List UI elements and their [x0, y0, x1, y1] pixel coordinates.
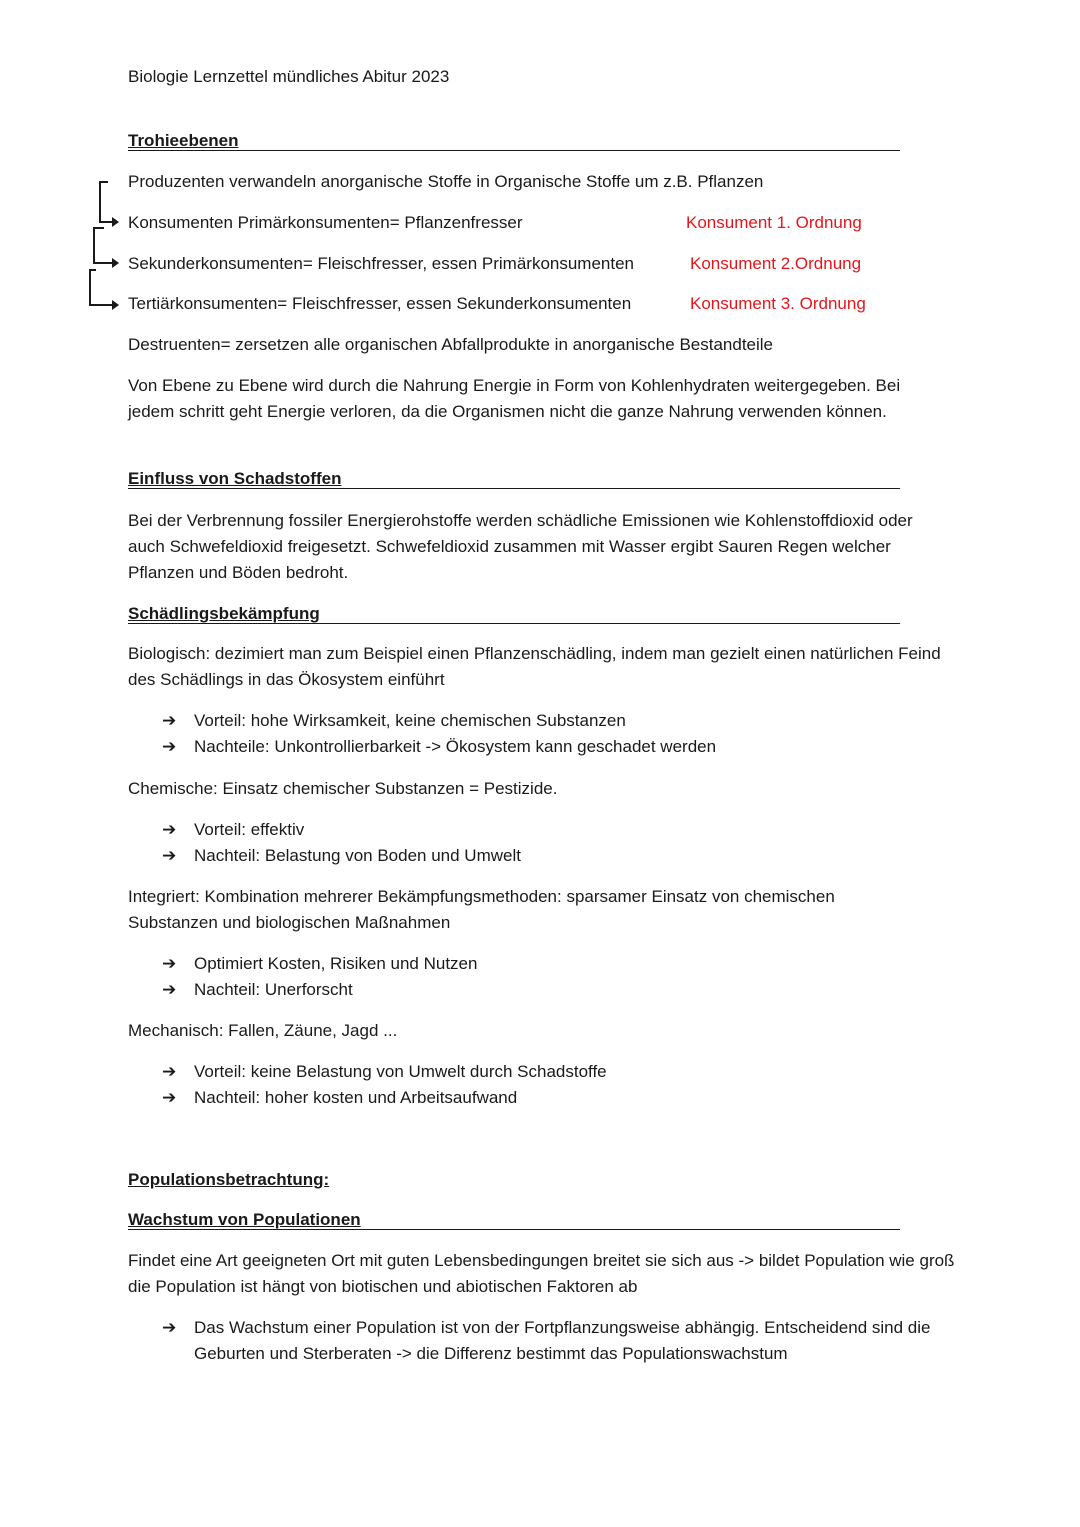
document-title: Biologie Lernzettel mündliches Abitur 2023	[128, 67, 450, 86]
heading-pest-control: Schädlingsbekämpfung	[128, 604, 320, 623]
heading-rule	[128, 1229, 900, 1230]
list-item: ➔ Nachteil: Belastung von Boden und Umwelt	[162, 843, 521, 869]
right-arrow-icon: ➔	[162, 1088, 177, 1107]
population-paragraph: Findet eine Art geeigneten Ort mit guten Lebensbedingungen breitet sie sich aus -> bildet Population wie groß die Population ist hängt von biotischen und abiotischen Faktoren ab	[128, 1251, 955, 1296]
right-arrow-icon: ➔	[162, 737, 177, 756]
trophic-row-producers: Produzenten verwandeln anorganische Stoffe in Organische Stoffe um z.B. Pflanzen	[128, 172, 764, 191]
right-arrow-icon: ➔	[162, 1062, 177, 1081]
list-item: ➔ Nachteil: hoher kosten und Arbeitsaufwand	[162, 1085, 517, 1111]
trophic-row-tertiary: Tertiärkonsumenten= Fleischfresser, essen Sekunderkonsumenten	[128, 294, 632, 313]
heading-rule	[128, 150, 900, 151]
list-item: ➔ Vorteil: effektiv	[162, 817, 304, 843]
right-arrow-icon: ➔	[162, 711, 177, 730]
trophic-row-secondary: Sekunderkonsumenten= Fleischfresser, essen Primärkonsumenten	[128, 254, 635, 273]
right-arrow-icon: ➔	[162, 954, 177, 973]
right-arrow-icon: ➔	[162, 1318, 177, 1337]
trophic-note-primary: Konsument 1. Ordnung	[686, 213, 862, 232]
trophic-note-secondary: Konsument 2.Ordnung	[690, 254, 862, 273]
pest-method-mechanical: Mechanisch: Fallen, Zäune, Jagd ...	[128, 1021, 398, 1040]
heading-pollutants: Einfluss von Schadstoffen	[128, 469, 342, 488]
right-arrow-icon: ➔	[162, 820, 177, 839]
pest-method-integrated: Integriert: Kombination mehrerer Bekämpfungsmethoden: sparsamer Einsatz von chemischen Substanzen und biologischen Maßnahmen	[128, 887, 835, 932]
list-item: ➔ Optimiert Kosten, Risiken und Nutzen	[162, 951, 477, 977]
heading-trophic: Trohieebenen	[128, 131, 239, 150]
pollutants-paragraph: Bei der Verbrennung fossiler Energierohstoffe werden schädliche Emissionen wie Kohlenstoffdioxid oder auch Schwefeldioxid freigesetzt. Schwefeldioxid zusammen mit Wasser ergibt Sauren Regen welcher Pflanzen und Böden bedroht.	[128, 511, 913, 582]
list-item: ➔ Nachteil: Unerforscht	[162, 977, 353, 1003]
pest-method-chemical: Chemische: Einsatz chemischer Substanzen = Pestizide.	[128, 779, 558, 798]
list-item: ➔ Vorteil: hohe Wirksamkeit, keine chemischen Substanzen	[162, 708, 626, 734]
heading-rule	[128, 623, 900, 624]
trophic-note-tertiary: Konsument 3. Ordnung	[690, 294, 866, 313]
bracket-arrow-icon	[80, 170, 120, 320]
list-item: ➔ Das Wachstum einer Population ist von der Fortpflanzungsweise abhängig. Entscheidend sind die Geburten und Sterberaten -> die Differenz bestimmt das Populationswachstum	[162, 1315, 962, 1367]
right-arrow-icon: ➔	[162, 846, 177, 865]
trophic-paragraph: Von Ebene zu Ebene wird durch die Nahrung Energie in Form von Kohlenhydraten weitergegeben. Bei jedem schritt geht Energie verloren, da die Organismen nicht die ganze Nahrung verwenden können.	[128, 376, 901, 421]
list-item: ➔ Vorteil: keine Belastung von Umwelt durch Schadstoffe	[162, 1059, 607, 1085]
right-arrow-icon: ➔	[162, 980, 177, 999]
heading-population-growth: Wachstum von Populationen	[128, 1210, 361, 1229]
pest-method-biological: Biologisch: dezimiert man zum Beispiel einen Pflanzenschädling, indem man gezielt einen natürlichen Feind des Schädlings in das Ökosystem einführt	[128, 644, 941, 689]
heading-rule	[128, 488, 900, 489]
list-item: ➔ Nachteile: Unkontrollierbarkeit -> Ökosystem kann geschadet werden	[162, 734, 716, 760]
trophic-row-destruents: Destruenten= zersetzen alle organischen Abfallprodukte in anorganische Bestandteile	[128, 335, 774, 354]
heading-population: Populationsbetrachtung:	[128, 1170, 330, 1189]
trophic-row-primary: Konsumenten Primärkonsumenten= Pflanzenfresser	[128, 213, 523, 232]
